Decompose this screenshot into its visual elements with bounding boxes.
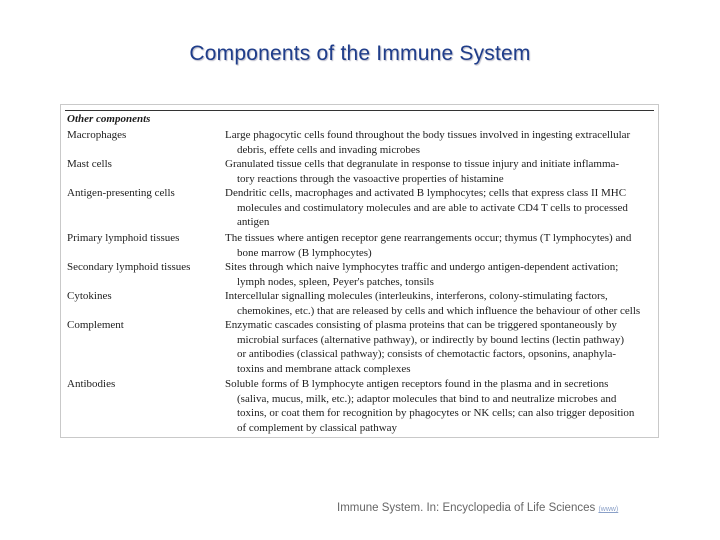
desc-line: Enzymatic cascades consisting of plasma proteins that can be triggered spontaneously by — [225, 319, 617, 331]
row-desc-antibodies — [225, 377, 655, 435]
desc-line: The tissues where antigen receptor gene rearrangements occur; thymus (T lymphocytes) and — [225, 232, 632, 244]
desc-line: Soluble forms of B lymphocyte antigen receptors found in the plasma and in secretions — [225, 378, 609, 390]
desc-line: Large phagocytic cells found throughout the body tissues involved in ingesting extracellular — [225, 129, 631, 141]
desc-line: chemokines, etc.) that are released by cells and which influence the behaviour of other cells — [237, 304, 641, 317]
row-desc-primary-lymphoid-tissues — [225, 231, 655, 260]
desc-line: microbial surfaces (alternative pathway), or indirectly by bound lectins (lectin pathway) — [237, 333, 624, 346]
citation — [337, 502, 618, 514]
desc-line: Dendritic cells, macrophages and activated B lymphocytes; cells that express class II MHC — [225, 187, 627, 199]
row-desc-complement — [225, 318, 655, 376]
row-name-antibodies: Antibodies — [67, 378, 116, 390]
desc-line: of complement by classical pathway — [237, 421, 398, 434]
desc-line: debris, effete cells and invading microbes — [237, 143, 421, 156]
row-name-primary-lymphoid-tissues: Primary lymphoid tissues — [67, 232, 180, 244]
citation-text: Immune System. In: Encyclopedia of Life Sciences — [337, 502, 596, 514]
row-desc-macrophages — [225, 128, 655, 157]
desc-line: toxins and membrane attack complexes — [237, 362, 411, 375]
row-name-macrophages: Macrophages — [67, 129, 127, 141]
desc-line: bone marrow (B lymphocytes) — [237, 246, 372, 259]
citation-link[interactable]: (www) — [598, 506, 619, 513]
components-table — [60, 104, 659, 438]
row-desc-mast-cells — [225, 157, 655, 186]
row-desc-secondary-lymphoid-tissues — [225, 260, 655, 289]
desc-line: Intercellular signalling molecules (interleukins, interferons, colony-stimulating factors, — [225, 290, 608, 302]
table-top-rule — [65, 110, 654, 111]
row-name-cytokines: Cytokines — [67, 290, 112, 302]
row-name-antigen-presenting-cells: Antigen-presenting cells — [67, 187, 175, 199]
row-name-complement: Complement — [67, 319, 124, 331]
row-name-secondary-lymphoid-tissues: Secondary lymphoid tissues — [67, 261, 191, 273]
page-title: Components of the Immune System — [189, 42, 531, 65]
table-header: Other components — [67, 113, 151, 125]
desc-line: molecules and costimulatory molecules and are able to activate CD4 T cells to processed — [237, 201, 628, 214]
row-name-mast-cells: Mast cells — [67, 158, 112, 170]
desc-line: or antibodies (classical pathway); consists of chemotactic factors, opsonins, anaphyla- — [237, 348, 617, 361]
row-desc-antigen-presenting-cells — [225, 186, 655, 230]
desc-line: Sites through which naive lymphocytes traffic and undergo antigen-dependent activation; — [225, 261, 619, 273]
desc-line: lymph nodes, spleen, Peyer's patches, tonsils — [237, 275, 434, 288]
desc-line: toxins, or coat them for recognition by phagocytes or NK cells; can also trigger deposition — [237, 407, 635, 420]
desc-line: tory reactions through the vasoactive properties of histamine — [237, 172, 504, 185]
desc-line: antigen — [237, 216, 270, 229]
row-desc-cytokines — [225, 289, 655, 318]
desc-line: Granulated tissue cells that degranulate in response to tissue injury and initiate inflamma- — [225, 158, 620, 170]
desc-line: (saliva, mucus, milk, etc.); adaptor molecules that bind to and neutralize microbes and — [237, 392, 617, 405]
